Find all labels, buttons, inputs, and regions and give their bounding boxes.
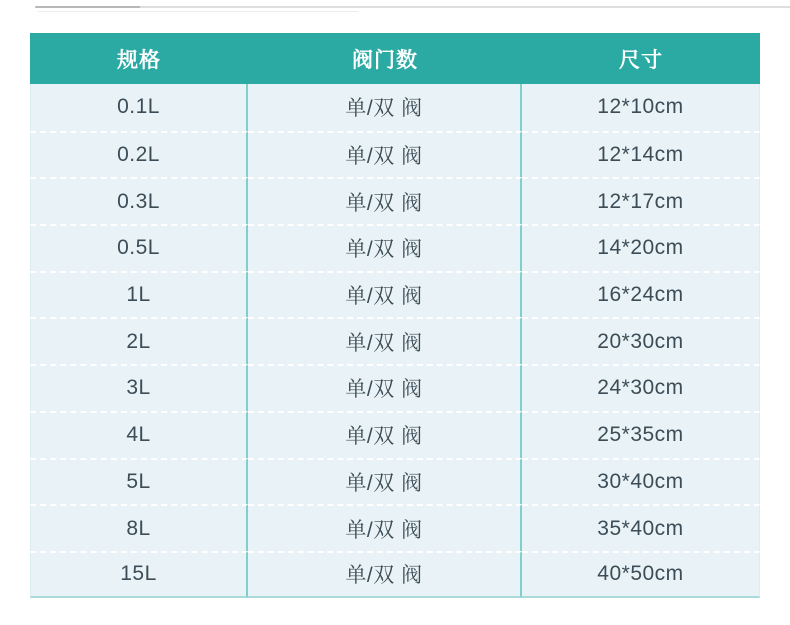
spec-cell: 2L [30,317,248,364]
size-cell: 16*24cm [522,271,760,318]
table-row [30,411,760,458]
valves-cell: 单/双 阀 [248,504,522,551]
header-size: 尺寸 [522,33,760,84]
size-cell: 12*10cm [522,84,760,131]
size-cell: 35*40cm [522,504,760,551]
valves-cell: 单/双 阀 [248,224,522,271]
valves-cell: 单/双 阀 [248,131,522,178]
size-cell: 20*30cm [522,317,760,364]
top-divider-line-faint [38,11,358,12]
size-cell: 25*35cm [522,411,760,458]
spec-cell: 0.5L [30,224,248,271]
spec-cell: 0.2L [30,131,248,178]
size-cell: 24*30cm [522,364,760,411]
valves-cell: 单/双 阀 [248,271,522,318]
table-row [30,131,760,178]
header-spec: 规格 [30,33,248,84]
spec-cell: 1L [30,271,248,318]
valves-cell: 单/双 阀 [248,364,522,411]
spec-cell: 0.1L [30,84,248,131]
top-divider-line-dark [35,6,142,8]
product-spec-table [30,33,760,598]
table-row [30,504,760,551]
table-row [30,177,760,224]
spec-cell: 5L [30,458,248,505]
top-divider-line-light [140,6,790,8]
table-row [30,271,760,318]
table-row [30,317,760,364]
size-cell: 12*14cm [522,131,760,178]
size-cell: 40*50cm [522,551,760,598]
valves-cell: 单/双 阀 [248,551,522,598]
valves-cell: 单/双 阀 [248,177,522,224]
spec-cell: 8L [30,504,248,551]
table-header-row [30,33,760,84]
table-body [30,84,760,598]
valves-cell: 单/双 阀 [248,458,522,505]
spec-cell: 0.3L [30,177,248,224]
valves-cell: 单/双 阀 [248,411,522,458]
table-row [30,551,760,598]
header-valves: 阀门数 [248,33,522,84]
valves-cell: 单/双 阀 [248,84,522,131]
spec-cell: 3L [30,364,248,411]
valves-cell: 单/双 阀 [248,317,522,364]
size-cell: 30*40cm [522,458,760,505]
table-row [30,458,760,505]
table-row [30,364,760,411]
spec-cell: 15L [30,551,248,598]
table-row [30,84,760,131]
size-cell: 14*20cm [522,224,760,271]
size-cell: 12*17cm [522,177,760,224]
table-row [30,224,760,271]
spec-cell: 4L [30,411,248,458]
